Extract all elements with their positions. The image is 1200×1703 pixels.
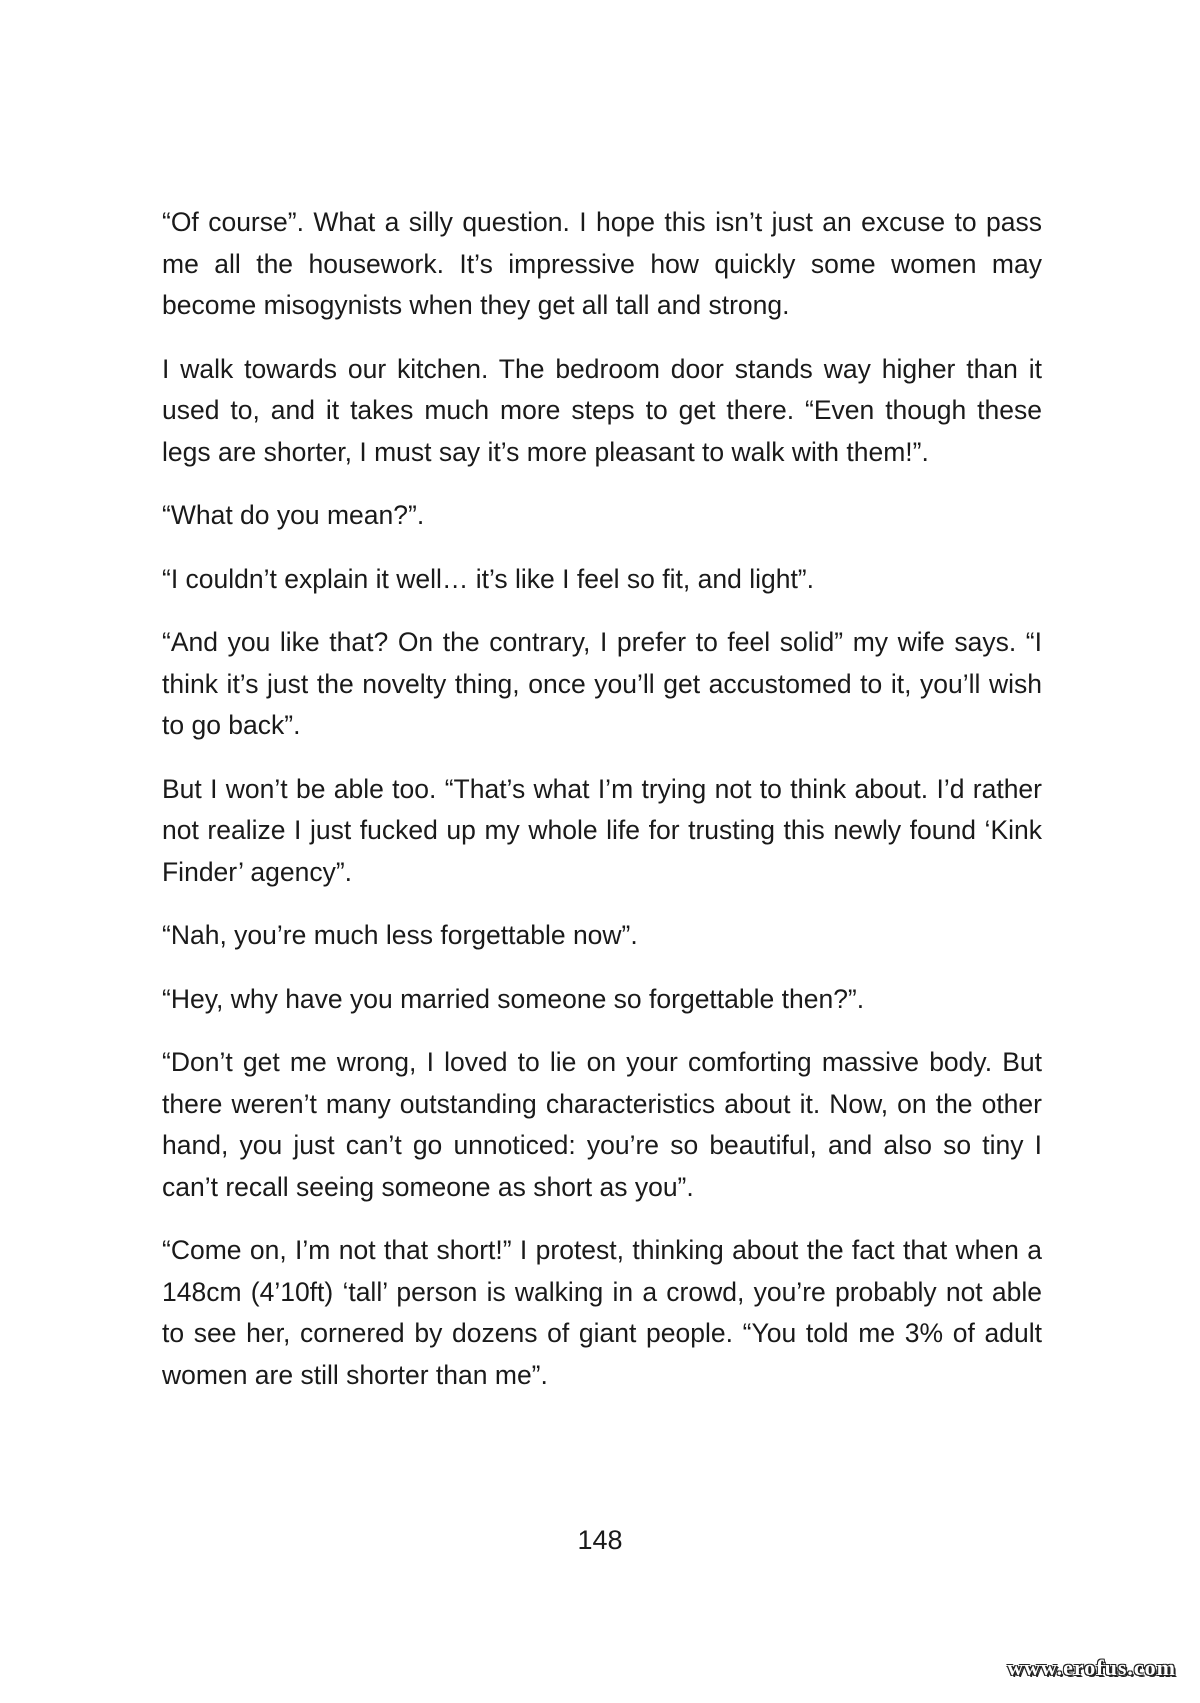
watermark: www.erofus.com (1007, 1655, 1176, 1680)
paragraph-10: “Come on, I’m not that short!” I protest, thinking about the fact that when a 148cm (4’10ft) ‘tall’ person is walking in a crowd, you’re probably not able to see her, cornered by dozens of giant people. “You told me 3% of adult women are still shorter than me”. (162, 1235, 1042, 1390)
paragraph-2: I walk towards our kitchen. The bedroom door stands way higher than it used to, and it takes much more steps to get there. “Even though these legs are shorter, I must say it’s more pleasant to walk with them!”. (162, 353, 1042, 467)
paragraph-7: “Nah, you’re much less forgettable now”. (162, 920, 638, 950)
body-text (162, 202, 1042, 1418)
paragraph-3: “What do you mean?”. (162, 500, 425, 530)
paragraph-6: But I won’t be able too. “That’s what I’m trying not to think about. I’d rather not realize I just fucked up my whole life for trusting this newly found ‘Kink Finder’ agency”. (162, 773, 1042, 887)
page-number: 148 (577, 1525, 623, 1555)
paragraph-9: “Don’t get me wrong, I loved to lie on your comforting massive body. But there weren’t many outstanding characteristics about it. Now, on the other hand, you just can’t go unnoticed: you’re so beautiful, and also so tiny I can’t recall seeing someone as short as you”. (162, 1047, 1042, 1202)
paragraph-4: “I couldn’t explain it well… it’s like I feel so fit, and light”. (162, 563, 814, 594)
paragraph-5: “And you like that? On the contrary, I prefer to feel solid” my wife says. “I think it’s just the novelty thing, once you’ll get accustomed to it, you’ll wish to go back”. (162, 627, 1042, 740)
paragraph-8: “Hey, why have you married someone so forgettable then?”. (162, 983, 865, 1014)
paragraph-1: “Of course”. What a silly question. I hope this isn’t just an excuse to pass me all the housework. It’s impressive how quickly some women may become misogynists when they get all tall and strong. (162, 207, 1042, 320)
